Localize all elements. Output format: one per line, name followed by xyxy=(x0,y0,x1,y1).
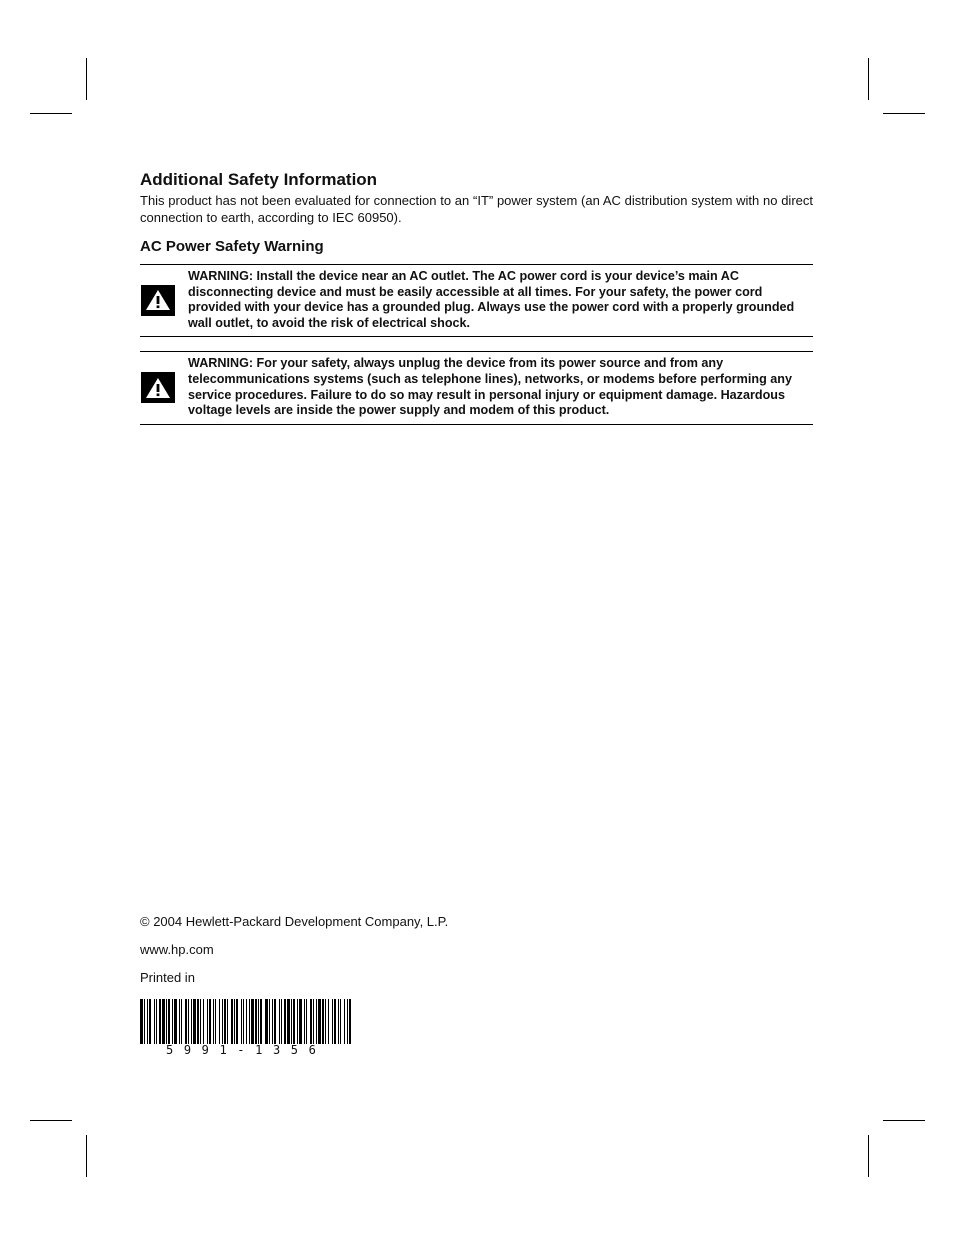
crop-mark xyxy=(30,1120,72,1121)
warning-text: WARNING: Install the device near an AC outlet. The AC power cord is your device’s main AC disconnecting device and must be easily accessible at all times. For your safety, the power cord provided with your device has a grounded plug. Always use the power cord with a properly grounded wall outlet, to avoid the risk of electrical shock. xyxy=(188,269,795,330)
copyright-text: © 2004 Hewlett-Packard Development Company, L.P. xyxy=(140,914,449,929)
crop-mark xyxy=(883,1120,925,1121)
warning-box xyxy=(140,351,813,424)
barcode-digits: 5991-1356 xyxy=(166,1043,327,1057)
printed-in-text: Printed in xyxy=(140,970,195,985)
section-title: Additional Safety Information xyxy=(140,170,378,189)
footer xyxy=(140,913,448,987)
crop-mark xyxy=(868,1135,869,1177)
warning-text: WARNING: For your safety, always unplug the device from its power source and from any telecommunications systems (such as telephone lines), networks, or modems before performing any service procedures. Failure to do so may result in personal injury or equipment damage. Hazardous voltage levels are inside the power supply and modem of this product. xyxy=(188,356,792,418)
crop-mark xyxy=(86,1135,87,1177)
warning-box xyxy=(140,264,813,337)
intro-paragraph: This product has not been evaluated for connection to an “IT” power system (an AC distribution system with no direct connection to earth, according to IEC 60950). xyxy=(140,193,813,225)
safety-content xyxy=(140,170,813,425)
warning-triangle-icon xyxy=(141,285,175,316)
barcode xyxy=(140,999,352,1059)
crop-mark xyxy=(868,58,869,100)
crop-mark xyxy=(86,58,87,100)
barcode-icon xyxy=(140,999,351,1044)
warning-triangle-icon xyxy=(141,372,175,403)
website-link[interactable]: www.hp.com xyxy=(140,942,214,957)
subsection-title: AC Power Safety Warning xyxy=(140,238,324,255)
crop-mark xyxy=(30,113,72,114)
crop-mark xyxy=(883,113,925,114)
